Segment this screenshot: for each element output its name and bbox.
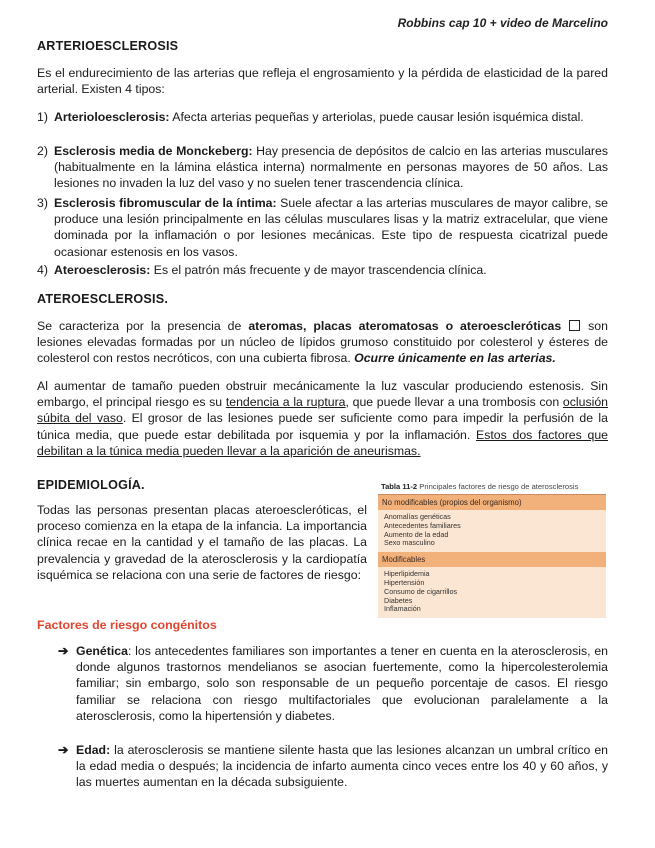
list-number: 1) [37,110,48,124]
list-term: Esclerosis media de Monckeberg: [54,144,253,158]
table-item: Hiperlipidemia [384,569,430,579]
atero-bold-term: ateromas, placas ateromatosas o ateroescleróticas [248,319,562,333]
table-item: Hipertensión [384,577,425,587]
list-term: Ateroesclerosis: [54,263,151,277]
underline-ruptura: tendencia a la ruptura [225,395,346,410]
heading-arterioesclerosis: ARTERIOESCLEROSIS [37,39,179,53]
arterio-intro: Es el endurecimiento de las arterias que refleja el engrosamiento y la pérdida de elasticidad de la pared arterial. Existen 4 tipos: [37,66,608,97]
list-text: Es el patrón más frecuente y de mayor trascendencia clínica. [150,263,487,277]
list-term: Esclerosis fibromuscular de la íntima: [54,196,277,210]
underline-aneurismas: Estos dos factores que debilitan a la túnica media pueden llevar a la aparición de aneurismas. [37,427,608,458]
list-item [37,143,608,192]
atero-paragraph-1: Se caracteriza por la presencia de ateromas, placas ateromatosas o ateroescleróticas son lesiones elevadas formadas por un núcleo de lípidos grumoso constituido por colesterol y ésteres de colesterol con restos necróticos, con una cubierta fibrosa. Ocurre únicamente en las arterias. [37,319,608,366]
table-group-modifiable: Modificables [378,552,606,567]
list-item [58,643,608,724]
list-text: Suele afectar a las arterias musculares de mayor calibre, se produce una lesión principalmente en las células musculares lisas y la matriz extracelular, que viene dominada por la inflamación o por lesiones mecánicas. Este tipo de respuesta cicatrizal puede ocasionar estenosis en los vasos. [54,196,608,259]
table-item: Consumo de cigarrillos [384,586,458,596]
list-text: la aterosclerosis se mantiene silente hasta que las lesiones alcanzan un umbral crítico en la edad media o después; la incidencia de infarto aumenta cinco veces entre los 40 y 60 años, y las muertes aumentan en la década subsiguiente. [76,743,608,790]
list-text: : los antecedentes familiares son importantes a tener en cuenta en la aterosclerosis, en donde algunos trastornos mendelianos se asocian fuertemente, como la hipercolesterolemia familiar; sin embargo, solo son responsable de un pequeño porcentaje de casos. El riesgo familiar se relaciona con riesgo multifactoriales que evolucionan paralelamente a la aterosclerosis, como la hipertensión y diabetes. [76,644,608,723]
list-term: Genética [76,644,128,658]
table-group-nonmodifiable: No modificables (propios del organismo) [378,495,606,510]
list-item [37,195,608,260]
list-item [37,262,608,278]
atero-paragraph-2: Al aumentar de tamaño pueden obstruir mecánicamente la luz vascular produciendo estenosis. Sin embargo, el principal riesgo es su tendencia a la ruptura, que puede llevar a una trombosis con oclusión súbita del vaso. El grosor de las lesiones puede ser suficiente como para impedir la perfusión de la túnica media, que puede estar debilitada por isquemia y por la inflamación. Estos dos factores que debilitan a la túnica media pueden llevar a la aparición de aneurismas. [37,379,609,458]
epi-paragraph: Todas las personas presentan placas ateroescleróticas, el proceso comienza en la etapa de la infancia. La importancia clínica recae en la cantidad y el tamaño de las placas. La prevalencia y gravedad de la aterosclerosis y la cardiopatía isquémica se relaciona con una serie de factores de riesgo: [37,503,367,582]
table-item: Aumento de la edad [384,529,449,539]
list-text: Afecta arterias pequeñas y arteriolas, puede causar lesión isquémica distal. [169,110,584,124]
table-item: Inflamación [384,604,421,614]
arrow-icon: ➔ [58,644,69,658]
heading-factores-congenitos: Factores de riesgo congénitos [37,618,217,632]
list-text: Hay presencia de depósitos de calcio en las arterias musculares (habitualmente en la lámina elástica interna) normalmente en personas mayores de 50 años. Las lesiones no invaden la luz del vaso y no suelen tener trascendencia clínica. [54,144,608,191]
heading-ateroesclerosis: ATEROESCLEROSIS. [37,292,169,306]
list-term: Edad: [76,743,111,757]
list-item [37,109,608,125]
risk-factor-table [378,480,606,618]
list-item [58,742,608,791]
heading-epidemiologia: EPIDEMIOLOGÍA. [37,478,145,492]
underline-oclusion: oclusión súbita del vaso [37,395,609,426]
atero-emphasis: Ocurre únicamente en las arterias. [354,351,556,366]
table-item: Sexo masculino [384,538,435,548]
page-header-source: Robbins cap 10 + video de Marcelino [397,16,608,30]
table-group-nonmodifiable-items [378,510,606,552]
list-term: Arterioloesclerosis: [54,110,170,124]
table-item: Antecedentes familiares [384,520,461,530]
table-group-modifiable-items [378,567,606,618]
list-number: 4) [37,263,48,277]
list-number: 2) [37,144,48,158]
square-glyph-icon [569,320,580,331]
list-number: 3) [37,196,48,210]
table-caption: Tabla 11-2 Principales factores de riesgo de aterosclerosis [381,482,579,491]
arrow-icon: ➔ [58,743,69,757]
table-item: Diabetes [384,595,413,605]
table-item: Anomalías genéticas [384,512,451,521]
